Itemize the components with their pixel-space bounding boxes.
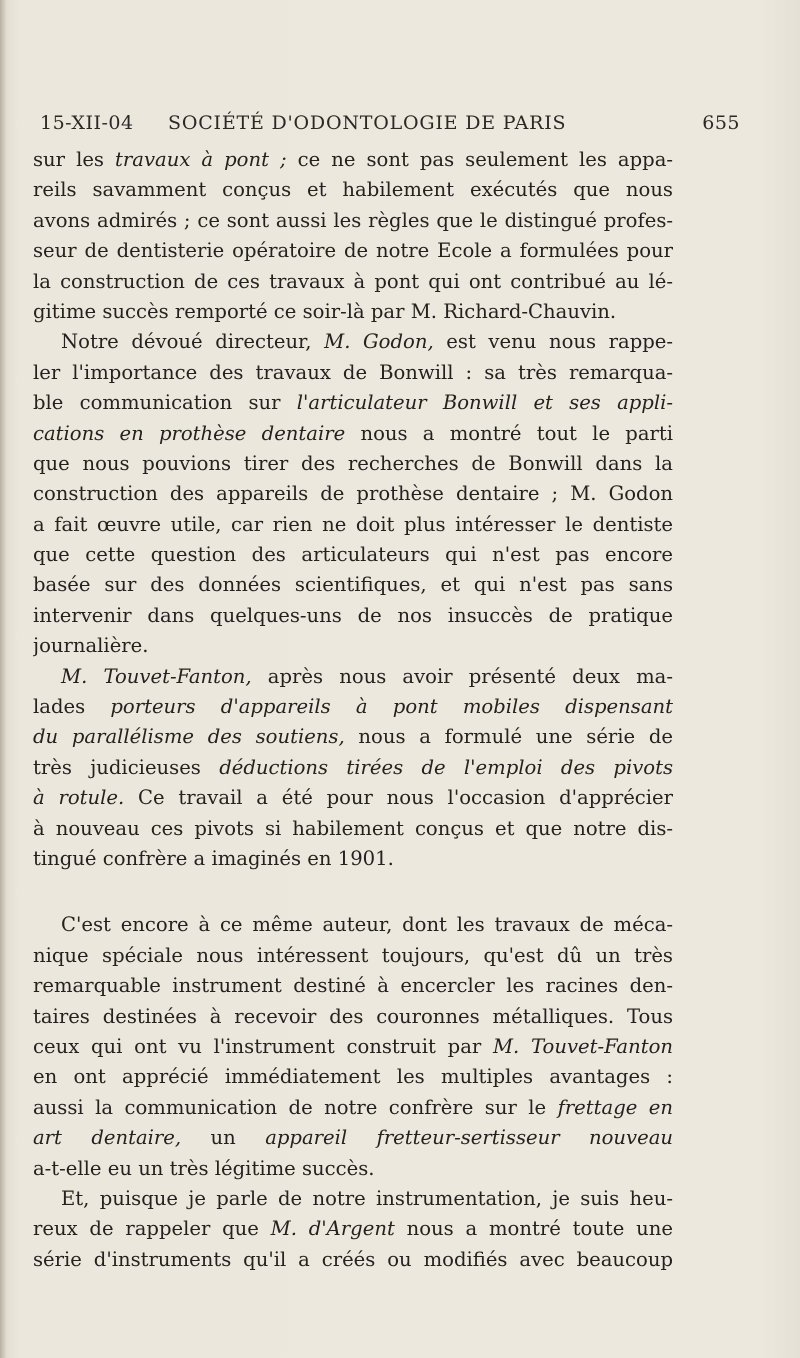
text-line [33, 1002, 673, 1032]
text-segment: ler l'importance des travaux de Bonwill : sa très remarqua- [33, 360, 673, 384]
text-segment: a-t-elle eu un très légitime succès. [33, 1156, 375, 1180]
text-line [33, 1093, 673, 1123]
text-segment: est venu nous rappe- [433, 330, 673, 354]
text-line [33, 1123, 673, 1153]
header-date: 15-XII-04 [40, 112, 134, 134]
italic-text: cations en prothèse dentaire [33, 421, 346, 445]
italic-text: M. Touvet-Fanton [492, 1034, 673, 1058]
text-line [33, 479, 673, 509]
text-line [33, 971, 673, 1001]
text-segment: que nous pouvions tirer des recherches de Bonwill dans la [33, 451, 673, 475]
italic-text: déductions tirées de l'emploi des pivots [219, 755, 673, 779]
text-segment: nous a formulé une série de [344, 725, 673, 749]
text-line [33, 814, 673, 844]
text-segment: construction des appareils de prothèse dentaire ; M. Godon [33, 482, 673, 506]
text-line [33, 510, 673, 540]
text-line [33, 267, 673, 297]
text-segment: en ont apprécié immédiatement les multiples avantages : [33, 1065, 673, 1089]
text-segment: la construction de ces travaux à pont qui ont contribué au lé- [33, 269, 673, 293]
italic-text: M. d'Argent [270, 1217, 395, 1241]
text-segment: aussi la communication de notre confrère sur le [33, 1095, 558, 1119]
italic-text: art dentaire, [33, 1126, 182, 1150]
text-segment: basée sur des données scientifiques, et qui n'est pas sans [33, 573, 673, 597]
text-line [33, 236, 673, 266]
text-segment: Ce travail a été pour nous l'occasion d'apprécier [124, 786, 673, 810]
text-segment: sur les [33, 148, 116, 171]
text-segment: Notre dévoué directeur, [61, 330, 325, 354]
italic-text: M. Godon, [324, 330, 434, 354]
page-number: 655 [702, 112, 740, 134]
text-segment: gitime succès remporté ce soir-là par M. Richard-Chauvin. [33, 299, 617, 323]
text-segment: ceux qui ont vu l'instrument construit par [33, 1034, 493, 1058]
text-line [33, 358, 673, 388]
text-segment: Et, puisque je parle de notre instrumentation, je suis heu- [61, 1186, 673, 1210]
text-line [33, 601, 673, 631]
text-line [33, 692, 673, 722]
text-segment: à nouveau ces pivots si habilement conçus et que notre dis- [33, 816, 673, 840]
running-header [40, 112, 740, 144]
text-line [33, 631, 673, 661]
text-segment: reils savamment conçus et habilement exécutés que nous [33, 178, 673, 202]
paragraph-gap [33, 874, 673, 910]
italic-text: à rotule. [33, 786, 125, 810]
header-title: SOCIÉTÉ D'ODONTOLOGIE DE PARIS [168, 112, 567, 134]
text-line [33, 449, 673, 479]
text-line [33, 783, 673, 813]
text-line [33, 1214, 673, 1244]
text-segment: que cette question des articulateurs qui n'est pas encore [33, 543, 673, 567]
italic-text: M. Touvet-Fanton, [61, 664, 252, 688]
text-line [33, 941, 673, 971]
italic-text: l'articulateur Bonwill et ses appli- [296, 391, 673, 415]
text-line [33, 175, 673, 205]
text-segment: tingué confrère a imaginés en 1901. [33, 846, 394, 870]
italic-text: du parallélisme des soutiens, [33, 725, 345, 749]
text-segment: taires destinées à recevoir des couronnes métalliques. Tous [33, 1004, 673, 1028]
text-segment: intervenir dans quelques-uns de nos insuccès de pratique [33, 603, 673, 627]
text-line [33, 1032, 673, 1062]
text-segment: nique spéciale nous intéressent toujours, qu'est dû un très [33, 943, 673, 967]
text-line [33, 753, 673, 783]
text-segment: ble communication sur [33, 391, 297, 415]
text-segment: reux de rappeler que [33, 1217, 271, 1241]
text-line [33, 419, 673, 449]
text-line [33, 570, 673, 600]
text-line [33, 145, 673, 175]
text-segment: série d'instruments qu'il a créés ou modifiés avec beaucoup [33, 1247, 673, 1271]
italic-text: porteurs d'appareils à pont mobiles dispensant [110, 695, 673, 719]
text-segment: un [181, 1126, 266, 1150]
italic-text: frettage en [557, 1095, 673, 1119]
text-line [33, 388, 673, 418]
text-segment: ce ne sont pas seulement les appa- [286, 148, 673, 171]
text-segment: C'est encore à ce même auteur, dont les travaux de méca- [61, 913, 673, 937]
text-line [33, 844, 673, 874]
page-spine-shadow [0, 0, 6, 1358]
text-segment: très judicieuses [33, 755, 220, 779]
text-line [33, 297, 673, 327]
text-line [33, 1062, 673, 1092]
text-line [33, 722, 673, 752]
text-line [33, 1184, 673, 1214]
text-line [33, 206, 673, 236]
text-line [33, 1245, 673, 1275]
text-line [33, 662, 673, 692]
text-segment: seur de dentisterie opératoire de notre Ecole a formulées pour [33, 239, 673, 263]
text-segment: nous a montré tout le parti [345, 421, 673, 445]
text-segment: journalière. [33, 634, 149, 658]
text-line [33, 1154, 673, 1184]
text-segment: a fait œuvre utile, car rien ne doit plus intéresser le dentiste [33, 512, 673, 536]
text-segment: lades [33, 695, 111, 719]
text-segment: nous a montré toute une [394, 1217, 673, 1241]
text-segment: remarquable instrument destiné à encercler les racines den- [33, 974, 673, 998]
italic-text: appareil fretteur-sertisseur nouveau [265, 1126, 673, 1150]
text-segment: après nous avoir présenté deux ma- [251, 664, 673, 688]
italic-text: travaux à pont ; [115, 148, 287, 171]
text-line [33, 910, 673, 940]
body-text [33, 145, 673, 1275]
text-line [33, 327, 673, 357]
text-segment: avons admirés ; ce sont aussi les règles que le distingué profes- [33, 208, 673, 232]
text-line [33, 540, 673, 570]
